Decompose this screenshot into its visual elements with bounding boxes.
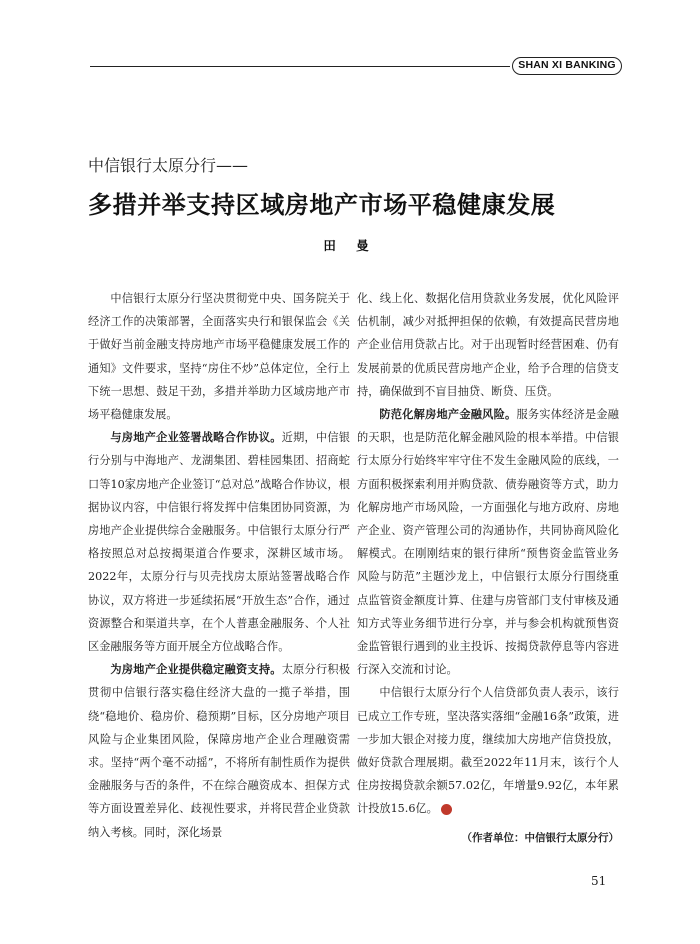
- paragraph-lead: 与房地产企业签署战略合作协议。: [110, 431, 282, 445]
- paragraph-risk-prevention: [357, 403, 619, 681]
- paragraph-intro: [88, 287, 350, 426]
- paragraph-text: 中信银行太原分行坚决贯彻党中央、国务院关于经济工作的决策部署，全面落实央行和银保监会《关于做好当前金融支持房地产市场平稳健康发展工作的通知》文件要求，坚持“房住不炒”总体定位，全行上下统一思想、鼓足干劲，多措并举助力区域房地产市场平稳健康发展。: [88, 292, 350, 422]
- header-rule: [90, 66, 510, 67]
- author-affiliation: （作者单位：中信银行太原分行）: [461, 831, 619, 844]
- article-subtitle: 中信银行太原分行——: [88, 156, 249, 175]
- paragraph-strategic-cooperation: [88, 426, 350, 658]
- paragraph-closing: [357, 681, 619, 820]
- end-of-article-icon: 管: [441, 804, 452, 815]
- journal-badge: SHAN XI BANKING: [512, 57, 622, 75]
- left-column: [88, 287, 350, 844]
- paragraph-lead: 防范化解房地产金融风险。: [379, 408, 517, 422]
- paragraph-text: 中信银行太原分行个人信贷部负责人表示，该行已成立工作专班，坚决落实落细“金融16条”政策，进一步加大银企对接力度，继续加大房地产信贷投放，做好贷款合理展期。截至2022年11月末，该行个人住房按揭贷款余额57.02亿，年增量9.92亿，本年累计投放15.6亿。: [357, 686, 619, 816]
- paragraph-text: 太原分行积极贯彻中信银行落实稳住经济大盘的一揽子举措，围绕“稳地价、稳房价、稳预期”目标，区分房地产项目风险与企业集团风险，保障房地产企业合理融资需求。坚持“两个毫不动摇”，不将所有制性质作为提供金融服务与否的条件，不在综合融资成本、担保方式等方面设置差异化、歧视性要求，并将民营企业贷款纳入考核。同时，深化场景: [88, 663, 350, 839]
- paragraph-text: 服务实体经济是金融的天职，也是防范化解金融风险的根本举措。中信银行太原分行始终牢牢守住不发生金融风险的底线，一方面积极探索利用并购贷款、债券融资等方式，助力化解房地产市场风险，一方面强化与地方政府、房地产企业、资产管理公司的沟通协作，共同协商风险化解模式。在刚刚结束的银行律所“预售资金监管业务风险与防范”主题沙龙上，中信银行太原分行围绕重点监管资金额度计算、住建与房管部门支付审核及通知方式等业务细节进行分享，并与参会机构就预售资金监管银行遇到的业主投诉、按揭贷款停息等内容进行深入交流和讨论。: [357, 408, 619, 677]
- article-title: 多措并举支持区域房地产市场平稳健康发展: [88, 191, 556, 219]
- paragraph-continuation: [357, 287, 619, 403]
- paragraph-financing-support: [88, 658, 350, 844]
- paragraph-text: 近期，中信银行分别与中海地产、龙湖集团、碧桂园集团、招商蛇口等10家房地产企业签订“总对总”战略合作协议，根据协议内容，中信银行将发挥中信集团协同资源，为房地产企业提供综合金融服务。中信银行太原分行严格按照总对总按揭渠道合作要求，深耕区域市场。2022年，太原分行与贝壳找房太原站签署战略合作协议，双方将进一步延续拓展“开放生态”合作，通过资源整合和渠道共享，在个人普惠金融服务、个人社区金融服务等方面开展全方位战略合作。: [88, 431, 350, 654]
- paragraph-text: 化、线上化、数据化信用贷款业务发展，优化风险评估机制，减少对抵押担保的依赖，有效提高民营房地产企业信用贷款占比。对于出现暂时经营困难、仍有发展前景的优质民营房地产企业，给予合理的信贷支持，确保做到不盲目抽贷、断贷、压贷。: [357, 292, 619, 398]
- right-column: [357, 287, 619, 850]
- article-author: 田 曼: [323, 238, 377, 253]
- paragraph-lead: 为房地产企业提供稳定融资支持。: [110, 663, 282, 677]
- page-number: 51: [591, 874, 607, 888]
